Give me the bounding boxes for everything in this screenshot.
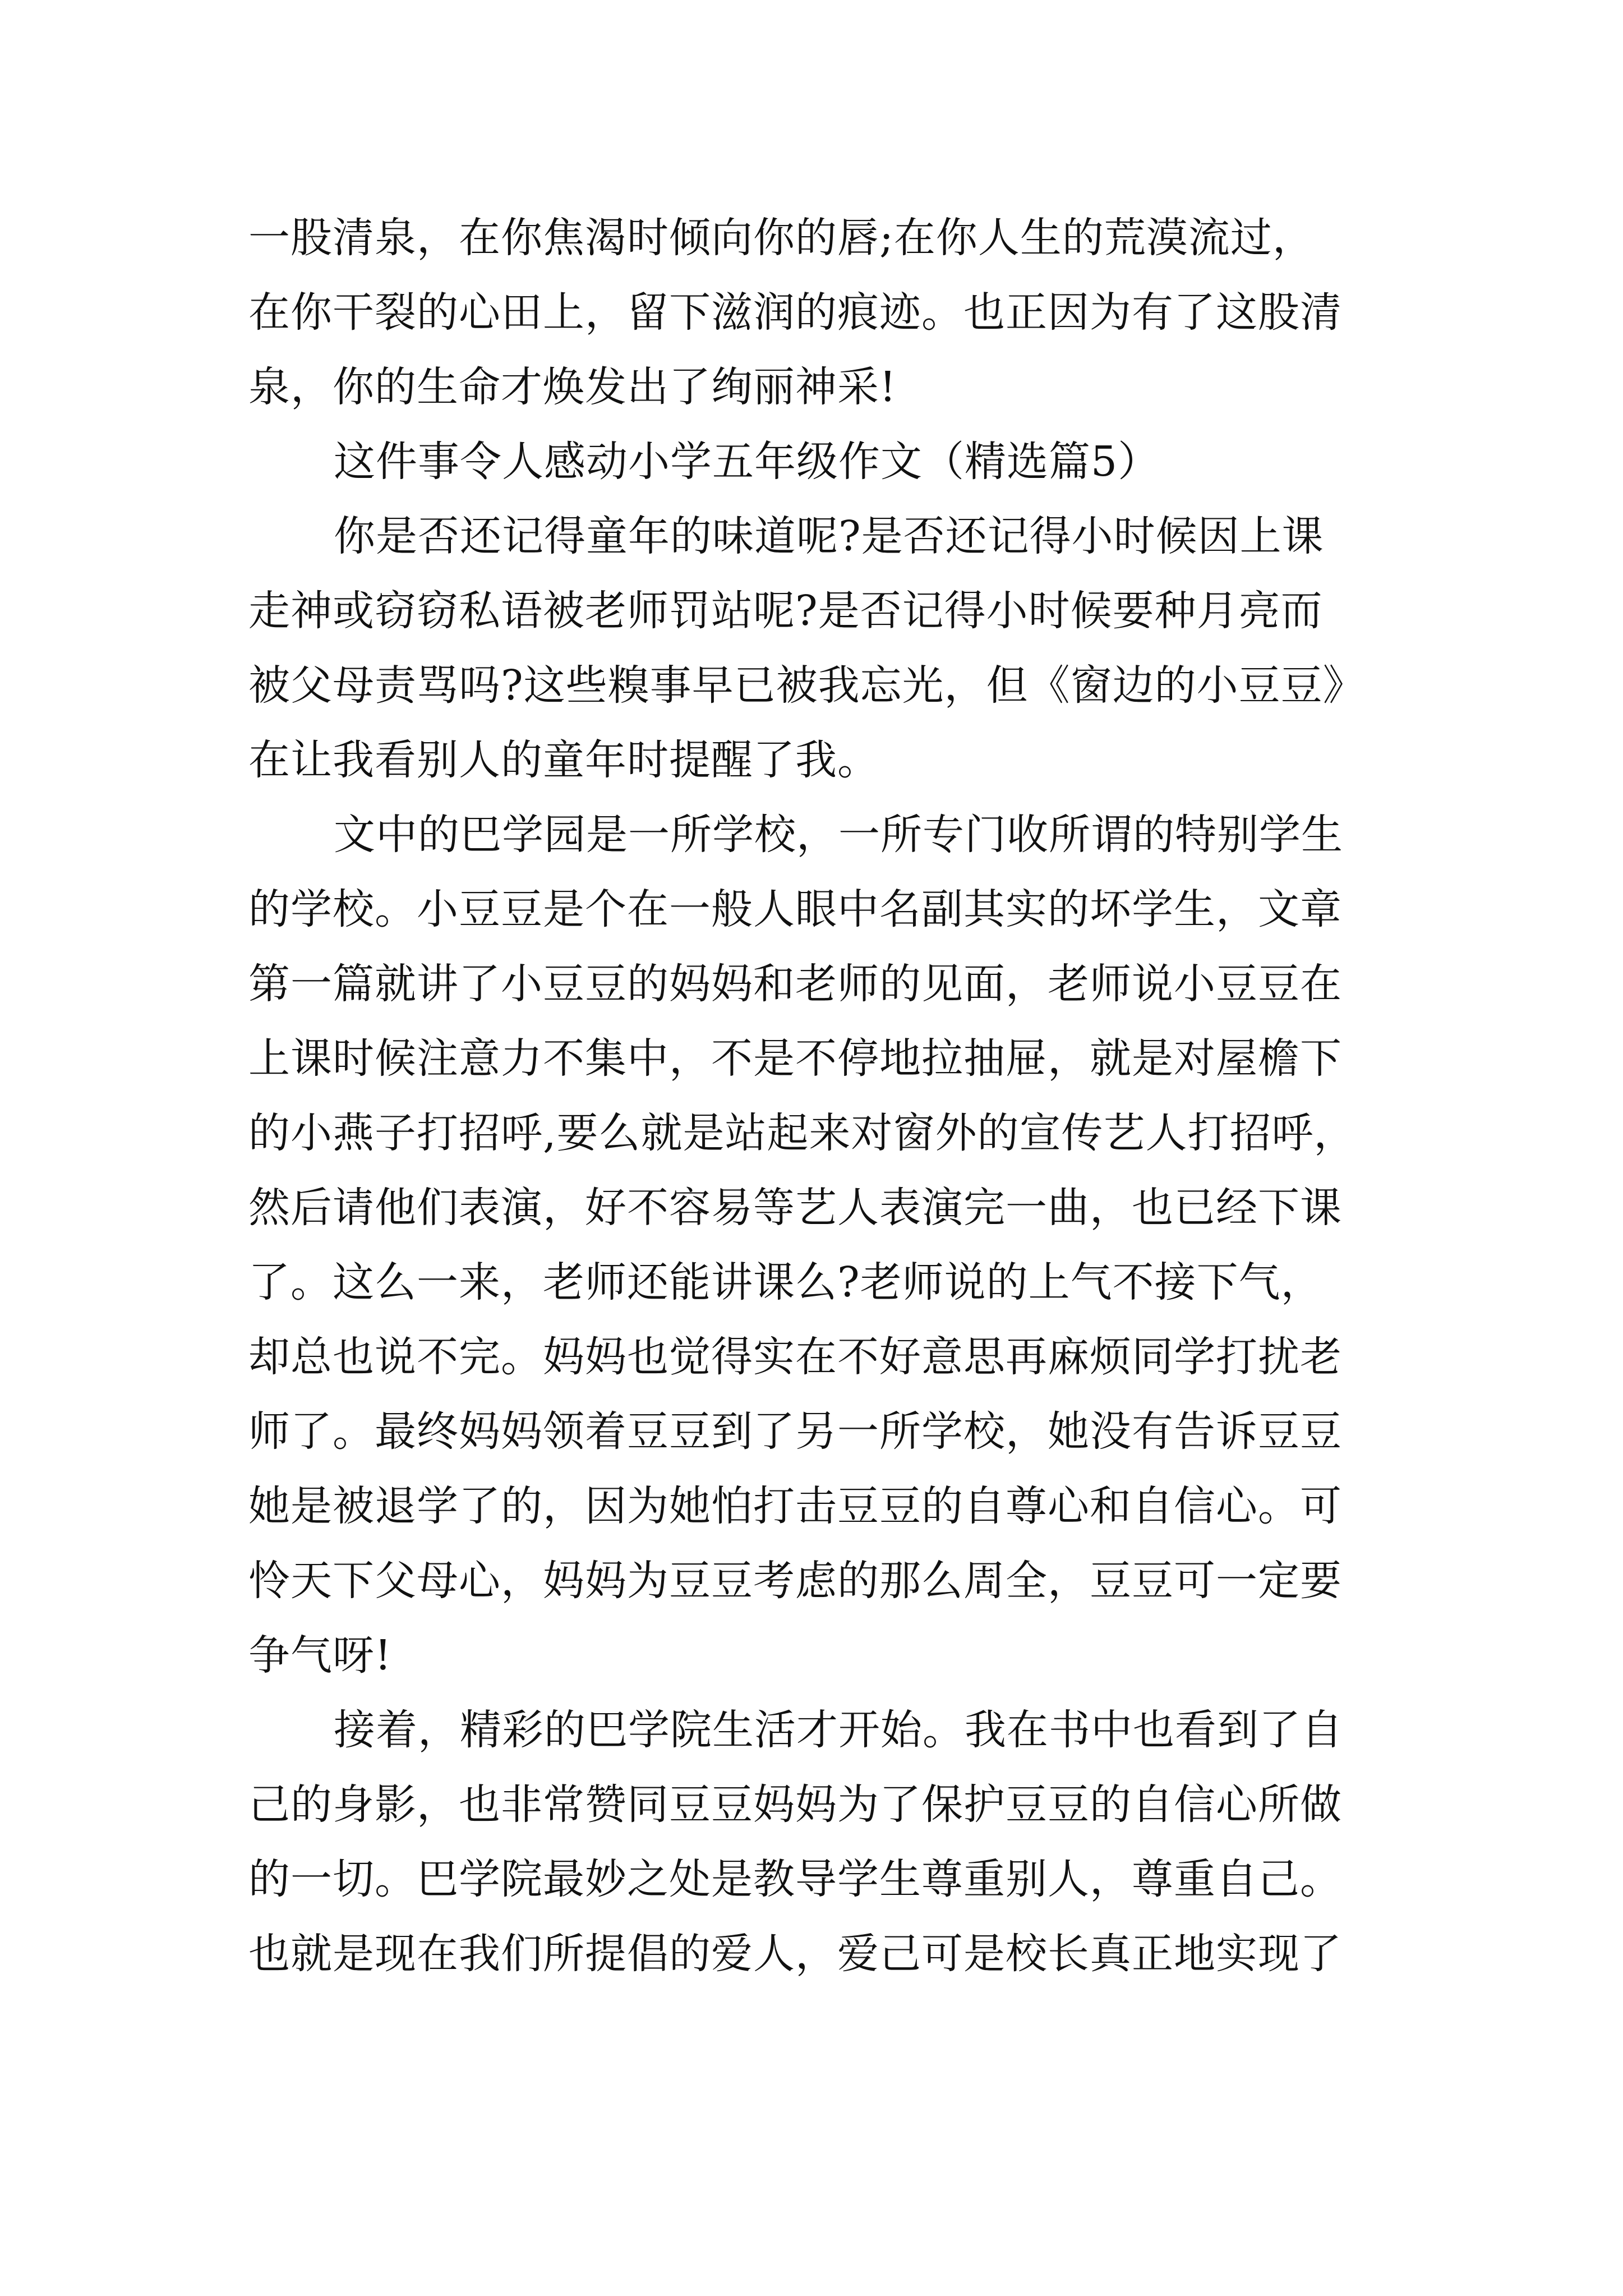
text-line: 然后请他们表演，好不容易等艺人表演完一曲，也已经下课	[248, 1184, 1342, 1232]
body-text	[248, 201, 1370, 1991]
text-line: 泉，你的生命才焕发出了绚丽神采!	[248, 363, 897, 411]
text-line: 一股清泉，在你焦渴时倾向你的唇;在你人生的荒漠流过，	[248, 214, 1315, 262]
paragraph-start: 接着，精彩的巴学院生活才开始。我在书中也看到了自	[334, 1706, 1343, 1754]
text-line: 在你干裂的心田上，留下滋润的痕迹。也正因为有了这股清	[248, 288, 1342, 337]
text-line: 师了。最终妈妈领着豆豆到了另一所学校，她没有告诉豆豆	[248, 1407, 1342, 1456]
text-line: 了。这么一来，老师还能讲课么?老师说的上气不接下气，	[248, 1258, 1323, 1306]
text-line: 上课时候注意力不集中，不是不停地拉抽屉，就是对屋檐下	[248, 1034, 1342, 1083]
text-line: 争气呀!	[248, 1631, 392, 1680]
text-line: 的学校。小豆豆是个在一般人眼中名副其实的坏学生，文章	[248, 885, 1342, 933]
section-heading: 这件事令人感动小学五年级作文（精选篇5）	[334, 438, 1160, 486]
text-line: 在让我看别人的童年时提醒了我。	[248, 736, 879, 784]
text-line: 却总也说不完。妈妈也觉得实在不好意思再麻烦同学打扰老	[248, 1333, 1342, 1381]
text-line: 走神或窃窃私语被老师罚站呢?是否记得小时候要种月亮而	[248, 587, 1323, 635]
text-line: 也就是现在我们所提倡的爱人，爱己可是校长真正地实现了	[248, 1930, 1342, 1978]
text-line: 怜天下父母心，妈妈为豆豆考虑的那么周全，豆豆可一定要	[248, 1557, 1342, 1605]
text-line: 第一篇就讲了小豆豆的妈妈和老师的见面，老师说小豆豆在	[248, 960, 1342, 1008]
paragraph-start: 文中的巴学园是一所学校，一所专门收所谓的特别学生	[334, 811, 1343, 859]
text-line: 己的身影，也非常赞同豆豆妈妈为了保护豆豆的自信心所做	[248, 1780, 1342, 1829]
paragraph-start: 你是否还记得童年的味道呢?是否还记得小时候因上课	[334, 512, 1324, 560]
text-line: 她是被退学了的，因为她怕打击豆豆的自尊心和自信心。可	[248, 1482, 1342, 1530]
text-line: 的小燕子打招呼,要么就是站起来对窗外的宣传艺人打招呼，	[248, 1109, 1356, 1157]
text-line: 被父母责骂吗?这些糗事早已被我忘光，但《窗边的小豆豆》	[248, 661, 1365, 710]
text-line: 的一切。巴学院最妙之处是教导学生尊重别人，尊重自己。	[248, 1855, 1342, 1903]
